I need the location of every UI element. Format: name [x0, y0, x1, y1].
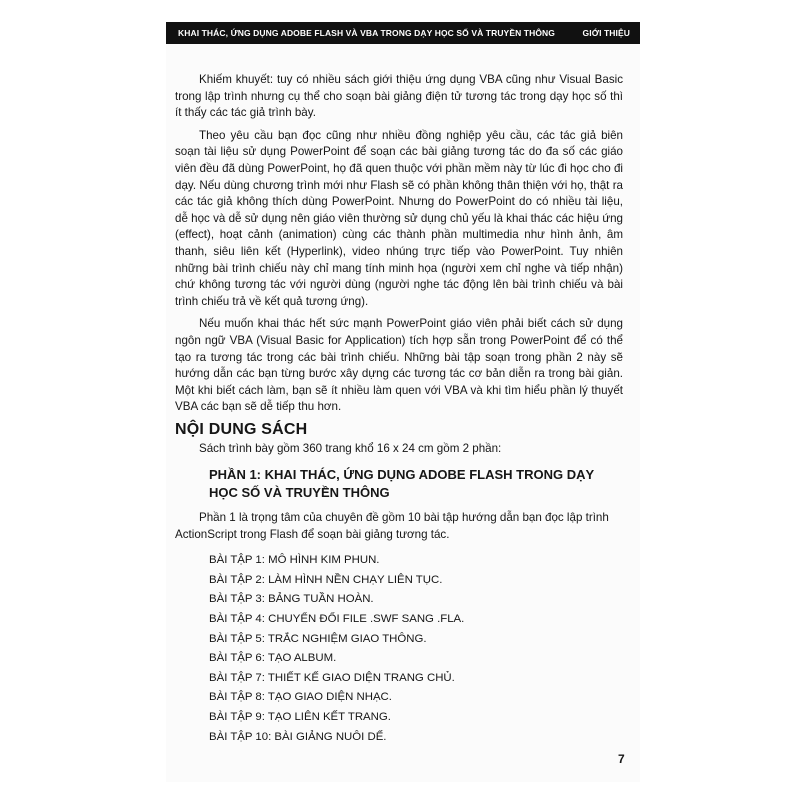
list-item: BÀI TẬP 8: TẠO GIAO DIỆN NHẠC.: [209, 691, 392, 704]
header-book-title: KHAI THÁC, ỨNG DỤNG ADOBE FLASH VÀ VBA TRONG DẠY HỌC SỐ VÀ TRUYỀN THÔNG: [178, 28, 555, 38]
page-body: [175, 72, 623, 747]
list-item: BÀI TẬP 9: TẠO LIÊN KẾT TRANG.: [209, 711, 391, 723]
list-item: BÀI TẬP 4: CHUYỂN ĐỔI FILE .SWF SANG .FLA.: [209, 613, 465, 626]
list-item: BÀI TẬP 6: TẠO ALBUM.: [209, 652, 337, 665]
paragraph-3: Nếu muốn khai thác hết sức mạnh PowerPoint giáo viên phải biết cách sử dụng ngôn ngữ VBA (Visual Basic for Application) tích hợp sẵn trong PowerPoint để có thể tạo ra tương tác trong các bài trình chiếu. Những bài tập soạn trong phần 2 này sẽ hướng dẫn các bạn từng bước xây dựng các tương tác cơ bản diễn ra trong bài giản. Một khi biết cách làm, bạn sẽ ít nhiều làm quen với VBA và khi tìm hiểu phần lý thuyết VBA các bạn sẽ dễ tiếp thu hơn.: [175, 317, 623, 414]
list-item: BÀI TẬP 10: BÀI GIẢNG NUÔI DẾ.: [209, 730, 387, 743]
list-item: BÀI TẬP 2: LÀM HÌNH NỀN CHẠY LIÊN TỤC.: [209, 573, 443, 586]
exercise-list: [209, 551, 623, 747]
header-chapter-title: GIỚI THIỆU: [582, 28, 630, 38]
list-item: BÀI TẬP 3: BẢNG TUẦN HOÀN.: [209, 593, 374, 606]
part-1-description: Phần 1 là trọng tâm của chuyên đề gồm 10 bài tập hướng dẫn bạn đọc lập trình ActionScript trong Flash để soạn bài giảng tương tác.: [175, 511, 609, 541]
section-heading: NỘI DUNG SÁCH: [175, 420, 308, 438]
section-intro: Sách trình bày gồm 360 trang khổ 16 x 24 cm gồm 2 phần:: [199, 442, 502, 456]
list-item: BÀI TẬP 5: TRẮC NGHIỆM GIAO THÔNG.: [209, 632, 427, 645]
paragraph-1: Khiếm khuyết: tuy có nhiều sách giới thiệu ứng dụng VBA cũng như Visual Basic trong lập trình nhưng cụ thể cho soạn bài giảng điện tử tương tác trong dạy học số thì ít thấy các tác giả trình bày.: [175, 73, 623, 120]
page-number: 7: [618, 752, 625, 766]
list-item: BÀI TẬP 7: THIẾT KẾ GIAO DIỆN TRANG CHỦ.: [209, 671, 455, 684]
paragraph-2: Theo yêu cầu bạn đọc cũng như nhiều đồng nghiệp yêu cầu, các tác giả biên soạn tài liệu sử dụng PowerPoint để soạn các bài giảng tương tác do đa số các giáo viên đều đã dùng PowerPoint, họ đã quen thuộc với phần mềm này từ lúc đi học cho đi dạy. Nếu dùng chương trình mới như Flash sẽ có phần không thân thiện với họ, thật ra các tác giả không thích dùng PowerPoint. Nhưng do PowerPoint do có nhiều tài liệu, dễ học và dễ sử dụng nên giáo viên thường sử dụng chủ yếu là khai thác các hiệu ứng (effect), hoạt cảnh (animation) cùng các thành phần multimedia như hình ảnh, âm thanh, siêu liên kết (Hyperlink), video nhúng trực tiếp vào PowerPoint. Tuy nhiên những bài trình chiếu này chỉ mang tính minh họa (người xem chỉ nghe và tiếp nhận) chứ không tương tác với người dùng (người nghe tác động lên bài trình chiếu và bài trình chiếu trả về kết quả tương ứng).: [175, 128, 623, 308]
part-1-heading: PHẦN 1: KHAI THÁC, ỨNG DỤNG ADOBE FLASH TRONG DẠY HỌC SỐ VÀ TRUYỀN THÔNG: [209, 467, 594, 501]
running-header: [166, 22, 640, 44]
list-item: BÀI TẬP 1: MÔ HÌNH KIM PHUN.: [209, 554, 380, 567]
